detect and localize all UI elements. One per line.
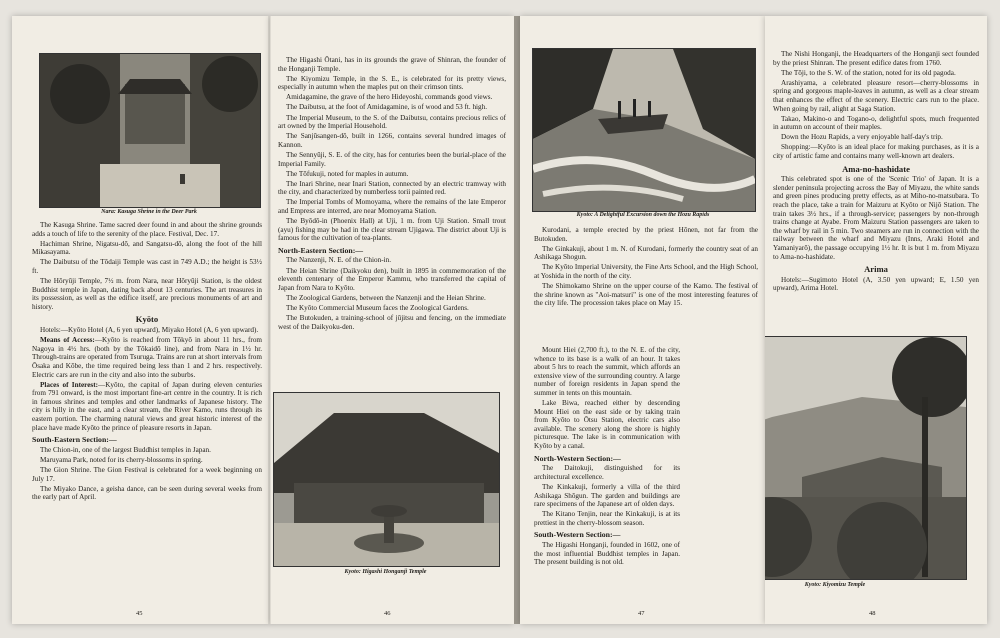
paragraph: The Sennyūji, S. E. of the city, has for centuries been the burial-place of the Imperial Family. [278,150,506,168]
caption-kasuga: Nara: Kasuga Shrine in the Deer Park [101,209,197,215]
paragraph: Maruyama Park, noted for its cherry-blossoms in spring. [40,455,203,464]
text-column-47 [534,226,758,309]
paragraph: Arashiyama, a celebrated pleasure resort—cherry-blossoms in spring and gorgeous maple-leaves in autumn, as well as a clear stream that enhances the effect of the scenery. Electric cars run to the place. When going by rail, alight at Saga Station. [773,78,979,113]
paragraph: Hachiman Shrine, Nigatsu-dō, and Sangatsu-dō, along the foot of the hill Mikasayama. [32,239,262,257]
text-column-47-narrow [534,346,680,568]
shopping-paragraph: Shopping:—Kyōto is an ideal place for making purchases, as it is a city of artistic fame and contains many well-known art dealers. [773,143,979,161]
paragraph: The Ginkakuji, about 1 m. N. of Kurodani, formerly the country seat of an Ashikaga Shogun. [534,244,758,262]
kasuga-shrine-image [40,54,260,207]
page-number: 48 [869,610,876,617]
paragraph: This celebrated spot is one of the 'Scenic Trio' of Japan. It is a slender peninsula projecting across the Bay of Miyazu, the white sands and green pines producing pretty effects, as at Miho-no-matsubara. To reach the place, take a train for Maizuru at Kyōto or Nijō Station. The train takes 3½ hrs., if a through-service; passengers by non-through trains change at Ayabe. From Maizuru Station passengers are taken to the wharf by rail in 5 min. Two steamers are run in connection with the railway between the wharf and Miyazu (Inns, Araki Hotel and Yamaniyarō), the passage occupying 1½ hr. It is but 1 m. from Miyazu to Ama-no-hashidate. [773,175,979,261]
page-48 [765,16,987,624]
paragraph: Takao, Makino-o and Togano-o, delightful spots, much frequented in autumn on account of their maples. [773,114,979,132]
paragraph: The Shimokamo Shrine on the upper course of the Kamo. The festival of the shrine known as "Aoi-matsuri" is one of the most interesting features of the city life. The procession takes place on May 15. [534,282,758,308]
paragraph: The Daitokuji, distinguished for its architectural excellence. [534,464,680,481]
paragraph: Mount Hiei (2,700 ft.), to the N. E. of the city, whence to its base is a walk of an hour. It takes about 5 hrs to reach the summit, which affords an extensive view of the surrounding country. A large number of foreign residents in Japan spend the summer in tents on this mountain. [534,346,680,397]
paragraph: Amidagamine, the grave of the hero Hideyoshi, commands good views. [286,93,493,102]
access-paragraph [32,336,262,379]
photo-hozu-rapids [532,48,756,212]
photo-kiyomizu-temple [765,336,967,580]
paragraph: The Tōji, to the S. W. of the station, noted for its old pagoda. [781,68,956,77]
paragraph: The Byōdō-in (Phoenix Hall) at Uji, 1 m. from Uji Station. Small trout (ayu) fishing may be had in the clear stream Ujigawa. The district about Uji is famous for the cultivation of tea-plants. [278,217,506,243]
honganji-image [274,393,499,566]
photo-kasuga-shrine [39,53,261,208]
access-text: —Kyōto is reached from Tōkyō in about 11 hrs., from Nagoya in 4½ hrs. (both by the Tōkaidō line), and from Nara in 1½ hr. Through-trains are operated from Tsuruga. Trains are run at short intervals from Ōsaka and Kōbe, the time required being less than 1 and 2 hrs. respectively. Electric cars are run in the city and also into the suburbs. [32,336,263,379]
paragraph: The Daibutsu, at the foot of Amidagamine, is of wood and 53 ft. high. [286,103,488,112]
paragraph: Kurodani, a temple erected by the priest Hōnen, not far from the Butokuden. [534,226,758,243]
kiyomizu-image [765,337,966,579]
paragraph: The Tōfukuji, noted for maples in autumn. [286,169,409,178]
page-number: 46 [384,610,391,617]
access-head: Means of Access: [40,336,95,345]
caption-hozu: Kyoto: A Delightful Excursion down the Hozu Rapids [576,212,710,218]
hozu-rapids-image [533,49,755,211]
paragraph: The Kasuga Shrine. Tame sacred deer found in and about the shrine grounds adds a touch of life to the serenity of the place. Festival, Dec. 17. [32,221,262,238]
paragraph: The Hōryūji Temple, 7½ m. from Nara, near Hōryūji Station, is the oldest Buddhist temple in Japan, dating back about 13 centuries. The art treasures in its possession, as well as the edifice itself, are precious monuments of art and history. [32,277,262,311]
paragraph: The Gion Shrine. The Gion Festival is celebrated for a week beginning on July 17. [32,465,262,483]
paragraph: The Sanjūsangen-dō, built in 1266, contains several hundred images of Kannon. [278,132,506,149]
paragraph: The Nanzenji, N. E. of the Chion-in. [286,256,391,265]
section-heading: South-Eastern Section:— [32,435,117,445]
paragraph: Down the Hozu Rapids, a very enjoyable half-day's trip. [781,133,943,142]
paragraph: The Higashi Honganji, founded in 1602, one of the most influential Buddhist temples in Japan. The present building is not old. [534,540,680,567]
page-number: 47 [638,610,645,617]
paragraph: The Miyako Dance, a geisha dance, can be seen during several weeks from the early part of April. [32,484,262,502]
paragraph: The Kiyomizu Temple, in the S. E., is celebrated for its pretty views, especially in autumn when the maples put on their crimson tints. [278,74,506,92]
page-number: 45 [136,610,143,617]
paragraph: The Butokuden, a training-school of jūjitsu and fencing, on the immediate west of the Daikyoku-den. [278,314,506,331]
interest-text: —Kyōto, the capital of Japan during eleven centuries from 791 onward, is the most important fine-art centre in the country. It is rich in famous shrines and temples and other landmarks of Japanese history. The city is hilly in the east, and a clear stream, the River Kamo, runs through its eastern portion. The charming natural views and great historic interest of the place have made Kyōto the prince of pleasure resorts in Japan. [32,380,262,432]
paragraph: Lake Biwa, reached either by descending Mount Hiei on the east side or by taking train from Kyōto to Ōtsu Station, electric cars also available. The scenery along the shore is highly picturesque. The lake is in communication with Kyōto by a canal. [534,399,680,451]
page-fold [268,16,271,624]
paragraph: The Kyōto Imperial University, the Fine Arts School, and the High School, at Yoshida in the north of the city. [534,263,758,280]
paragraph: The Daibutsu of the Tōdaiji Temple was cast in 749 A.D.; the height is 53½ ft. [32,258,262,275]
section-heading: North-Western Section:— [534,453,621,463]
text-column-45 [32,221,262,503]
hotels-paragraph: Hotels:—Kyōto Hotel (A, 6 yen upward), Miyako Hotel (A, 6 yen upward). [40,326,259,335]
paragraph: The Imperial Tombs of Momoyama, where the remains of the late Emperor and Empress are interred, are near Momoyama Station. [278,198,506,215]
paragraph: The Kinkakuji, formerly a villa of the third Ashikaga Shōgun. The garden and buildings are rare specimens of the Japanese art of olden days. [534,482,680,509]
text-column-46 [278,56,506,333]
paragraph: The Higashi Ōtani, has in its grounds the grave of Shinran, the founder of the Honganji Temple. [278,56,506,73]
heading-kyoto: Kyōto [135,314,159,325]
photo-higashi-honganji [273,392,500,567]
interest-head: Places of Interest: [40,380,99,389]
caption-honganji: Kyoto: Higashi Honganji Temple [344,569,427,575]
paragraph: The Nishi Honganji, the Headquarters of the Honganji sect founded by the priest Shinran. The present edifice dates from 1760. [773,50,979,67]
heading-arima: Arima [864,264,888,275]
heading-ama-no-hashidate: Ama-no-hashidate [842,163,910,174]
section-heading: South-Western Section:— [534,530,621,540]
paragraph: The Kyōto Commercial Museum faces the Zoological Gardens. [286,303,469,312]
paragraph: The Chion-in, one of the largest Buddhist temples in Japan. [40,445,211,454]
section-heading: North-Eastern Section:— [278,245,364,255]
page-47 [520,16,765,624]
paragraph: The Kitano Tenjin, near the Kinkakuji, is at its prettiest in the cherry-blossom season. [534,510,680,527]
text-column-48 [773,50,979,294]
paragraph: The Zoological Gardens, between the Nanzenji and the Heian Shrine. [286,293,486,302]
interest-paragraph [32,381,262,433]
paragraph: The Heian Shrine (Daikyoku den), built in 1895 in commemoration of the eleventh centenary of the Emperor Kammu, who transferred the capital of Japan from Nara to Kyōto. [278,266,506,292]
hotels-paragraph: Hotels:—Sugimoto Hotel (A, 3.50 yen upward; E, 1.50 yen upward), Arima Hotel. [773,275,979,293]
paragraph: The Inari Shrine, near Inari Station, connected by an electric tramway with the city, and characterized by numberless torii painted red. [278,179,506,197]
page-46 [270,16,514,624]
page-45 [12,16,270,624]
caption-kiyomizu: Kyoto: Kiyomizu Temple [804,582,866,588]
paragraph: The Imperial Museum, to the S. of the Daibutsu, contains precious relics of art owned by the Imperial Household. [278,113,506,131]
